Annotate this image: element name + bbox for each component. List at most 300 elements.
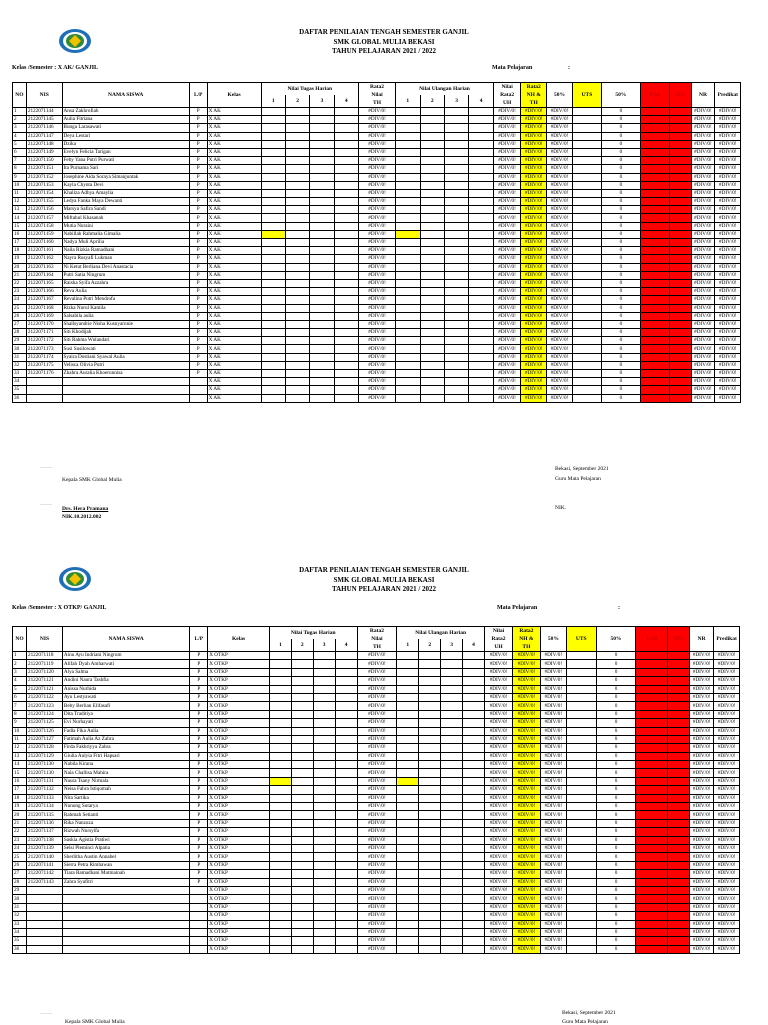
ulangan-score	[463, 660, 485, 668]
p50c-value	[668, 777, 690, 785]
p50b-value: 0	[602, 288, 641, 296]
row-lp: P	[189, 116, 207, 124]
row-nis: 2122071170	[26, 320, 62, 328]
tugas-score	[261, 239, 285, 247]
predikat-value: #DIV/0!	[715, 247, 741, 255]
uas-score	[636, 668, 668, 676]
table-row	[13, 677, 768, 685]
uas-score	[636, 735, 668, 743]
row-lp: P	[190, 828, 208, 836]
tugas-score	[335, 853, 357, 861]
rata-th-value: #DIV/0!	[357, 677, 397, 685]
tugas-score	[334, 378, 358, 386]
col-uas-header: UAS	[640, 83, 669, 108]
ulangan-score	[469, 157, 493, 165]
uts-score	[566, 719, 596, 727]
uts-score	[572, 361, 601, 369]
row-kelas: X AK	[207, 214, 261, 222]
uts-score	[566, 668, 596, 676]
row-nama: Kayla Chynta Devi	[62, 181, 189, 189]
col-nr-header: NR	[690, 627, 714, 652]
row-no: 5	[13, 685, 27, 693]
row-lp: P	[190, 811, 208, 819]
p50a-value: #DIV/0!	[540, 870, 566, 878]
row-no: 33	[13, 370, 27, 378]
uas-score	[636, 928, 668, 936]
nr-value: #DIV/0!	[691, 124, 715, 132]
row-kelas: X OTKP	[208, 677, 270, 685]
nr-value: #DIV/0!	[691, 263, 715, 271]
header-line: Rata2	[519, 628, 534, 634]
tugas-score	[291, 819, 313, 827]
predikat-value: #DIV/0!	[714, 769, 740, 777]
uas-score	[640, 132, 669, 140]
uts-score	[572, 247, 601, 255]
tugas-score	[334, 304, 358, 312]
rata-th-value: #DIV/0!	[357, 928, 397, 936]
rata-th-value: #DIV/0!	[358, 353, 395, 361]
p50b-value: 0	[602, 124, 641, 132]
ulangan-score	[463, 786, 485, 794]
tugas-score	[285, 181, 309, 189]
table-row	[13, 304, 768, 312]
nr-value: #DIV/0!	[691, 361, 715, 369]
kepala-nik: NIK.10.2012.002	[62, 514, 102, 520]
tugas-score	[285, 288, 309, 296]
ulangan-score	[420, 198, 444, 206]
row-no: 8	[13, 165, 27, 173]
uts-score	[566, 677, 596, 685]
tugas-score	[310, 189, 334, 197]
rata-th-value: #DIV/0!	[357, 660, 397, 668]
tugas-score	[310, 361, 334, 369]
row-kelas: X AK	[207, 279, 261, 287]
table-row	[13, 870, 768, 878]
rata-th-value: #DIV/0!	[358, 394, 395, 402]
nr-value: #DIV/0!	[691, 312, 715, 320]
tugas-score	[291, 794, 313, 802]
tugas-score	[261, 353, 285, 361]
tugas-score	[313, 878, 335, 886]
uts-score	[572, 312, 601, 320]
table-row	[13, 895, 768, 903]
row-no: 30	[13, 895, 27, 903]
tugas-score	[269, 811, 291, 819]
col-kelas-header: Kelas	[207, 83, 261, 108]
ulangan-score	[463, 903, 485, 911]
uas-score	[640, 353, 669, 361]
uas-score	[636, 844, 668, 852]
uas-score	[636, 769, 668, 777]
row-kelas: X AK	[207, 296, 261, 304]
tugas-score	[269, 828, 291, 836]
col-uts-header: UTS	[572, 83, 601, 108]
p50b-value: 0	[602, 206, 641, 214]
tugas-score	[269, 886, 291, 894]
rata-uh-value: #DIV/0!	[485, 836, 513, 844]
p50a-value: #DIV/0!	[547, 329, 573, 337]
p50a-value: #DIV/0!	[547, 181, 573, 189]
row-nis: 2122071123	[26, 702, 62, 710]
ulangan-score	[396, 361, 420, 369]
row-nis: 2122071157	[26, 214, 62, 222]
row-nis	[26, 386, 62, 394]
rata-uh-value: #DIV/0!	[493, 353, 521, 361]
nr-value: #DIV/0!	[691, 214, 715, 222]
uas-score	[636, 853, 668, 861]
ulangan-score	[419, 744, 441, 752]
p50a-value: #DIV/0!	[540, 895, 566, 903]
tugas-score	[310, 132, 334, 140]
tugas-score	[335, 945, 357, 953]
tugas-score	[335, 677, 357, 685]
divider-mark: ———	[40, 464, 52, 469]
title-line-1: DAFTAR PENILAIAN TENGAH SEMESTER GANJIL	[299, 566, 469, 574]
p50b-value: 0	[602, 304, 641, 312]
tugas-score	[334, 247, 358, 255]
ulangan-score	[396, 353, 420, 361]
row-no: 32	[13, 912, 27, 920]
ulangan-score	[419, 719, 441, 727]
uas-score	[640, 173, 669, 181]
rata-uh-value: #DIV/0!	[485, 844, 513, 852]
row-nama	[62, 928, 189, 936]
row-nama: Deya Lestari	[62, 132, 189, 140]
p50a-value: #DIV/0!	[540, 752, 566, 760]
p50c-value	[669, 361, 691, 369]
row-no: 28	[13, 878, 27, 886]
ulangan-score	[420, 386, 444, 394]
tugas-score	[285, 361, 309, 369]
rata-nh-value: #DIV/0!	[521, 214, 547, 222]
table-row	[13, 878, 768, 886]
row-nis: 2122071146	[26, 124, 62, 132]
row-lp	[190, 903, 208, 911]
row-lp: P	[189, 345, 207, 353]
p50b-value: 0	[596, 928, 636, 936]
row-lp: P	[189, 132, 207, 140]
tugas-score	[269, 803, 291, 811]
tugas-score	[285, 370, 309, 378]
ulangan-score	[441, 853, 463, 861]
p50a-value: #DIV/0!	[540, 652, 566, 660]
rata-th-value: #DIV/0!	[358, 271, 395, 279]
ulangan-score	[469, 337, 493, 345]
p50b-value: 0	[602, 345, 641, 353]
tugas-score	[291, 828, 313, 836]
rata-th-value: #DIV/0!	[358, 288, 395, 296]
uts-score	[572, 386, 601, 394]
ulangan-score	[469, 345, 493, 353]
rata-uh-value: #DIV/0!	[485, 794, 513, 802]
rata-uh-value: #DIV/0!	[493, 345, 521, 353]
p50b-value: 0	[602, 279, 641, 287]
row-no: 24	[13, 844, 27, 852]
row-kelas: X OTKP	[208, 735, 270, 743]
tugas-num-header: 1	[261, 95, 285, 108]
tugas-score	[335, 761, 357, 769]
ulangan-score	[441, 928, 463, 936]
p50c-value	[668, 652, 690, 660]
ulangan-score	[444, 181, 468, 189]
ulangan-score	[397, 668, 419, 676]
rata-nh-value: #DIV/0!	[521, 312, 547, 320]
p50a-value: #DIV/0!	[540, 660, 566, 668]
tugas-score	[334, 140, 358, 148]
p50b-value: 0	[602, 337, 641, 345]
rata-uh-value: #DIV/0!	[493, 124, 521, 132]
ulangan-score	[463, 677, 485, 685]
row-nama: Reva Aulia	[62, 288, 189, 296]
tugas-score	[310, 116, 334, 124]
predikat-value: #DIV/0!	[714, 811, 740, 819]
row-kelas: X OTKP	[208, 886, 270, 894]
title-line-1: DAFTAR PENILAIAN TENGAH SEMESTER GANJIL	[299, 28, 469, 36]
ulangan-score	[444, 296, 468, 304]
ulangan-score	[441, 937, 463, 945]
tugas-score	[335, 769, 357, 777]
p50a-value: #DIV/0!	[540, 903, 566, 911]
tugas-score	[313, 702, 335, 710]
tugas-score	[291, 811, 313, 819]
tugas-score	[310, 173, 334, 181]
p50b-value: 0	[596, 920, 636, 928]
tugas-score	[313, 677, 335, 685]
tugas-score	[335, 660, 357, 668]
p50a-value: #DIV/0!	[547, 386, 573, 394]
tugas-score	[334, 181, 358, 189]
kepala-name: Drs. Hera Pramana	[62, 506, 109, 512]
row-nama: Marsya Safira Sandi	[62, 206, 189, 214]
ulangan-score	[444, 157, 468, 165]
row-nis: 2122071176	[26, 370, 62, 378]
ulangan-score	[420, 173, 444, 181]
p50a-value: #DIV/0!	[547, 206, 573, 214]
ulangan-score	[396, 386, 420, 394]
uts-score	[572, 206, 601, 214]
ulangan-score	[397, 660, 419, 668]
ulangan-score	[419, 928, 441, 936]
ulangan-score	[441, 828, 463, 836]
row-lp: P	[189, 247, 207, 255]
row-lp	[190, 886, 208, 894]
table-row	[13, 288, 768, 296]
nr-value: #DIV/0!	[691, 148, 715, 156]
rata-nh-value: #DIV/0!	[512, 735, 540, 743]
row-nama: Dzika	[62, 140, 189, 148]
ulangan-score	[441, 761, 463, 769]
ulangan-score	[397, 861, 419, 869]
row-nama: Fadla Fika Aulia	[62, 727, 189, 735]
nr-value: #DIV/0!	[690, 870, 714, 878]
uts-score	[572, 173, 601, 181]
p50b-value: 0	[596, 702, 636, 710]
row-nama	[62, 912, 189, 920]
row-no: 17	[13, 239, 27, 247]
rata-nh-value: #DIV/0!	[521, 394, 547, 402]
tugas-score	[285, 271, 309, 279]
row-nis: 2122071151	[26, 165, 62, 173]
table-row	[13, 928, 768, 936]
nr-value: #DIV/0!	[691, 230, 715, 238]
ulangan-score	[444, 255, 468, 263]
ulangan-score	[420, 320, 444, 328]
p50c-value	[669, 222, 691, 230]
ulangan-score	[441, 895, 463, 903]
tugas-score	[313, 685, 335, 693]
p50c-value	[669, 370, 691, 378]
row-no: 7	[13, 702, 27, 710]
ulangan-score	[441, 912, 463, 920]
row-nama: Ainu Ayu Indriani Ningrum	[62, 652, 189, 660]
rata-uh-value: #DIV/0!	[493, 304, 521, 312]
row-lp: P	[190, 652, 208, 660]
row-kelas: X OTKP	[208, 702, 270, 710]
table-row	[13, 198, 768, 206]
uas-score	[636, 710, 668, 718]
ulangan-score	[441, 886, 463, 894]
uts-score	[572, 263, 601, 271]
ulangan-score	[419, 702, 441, 710]
tugas-score	[291, 668, 313, 676]
p50b-value: 0	[596, 803, 636, 811]
row-lp: P	[189, 239, 207, 247]
row-nama: Nadya Muli Aprilia	[62, 239, 189, 247]
row-no: 27	[13, 870, 27, 878]
table-row	[13, 945, 768, 953]
row-kelas: X OTKP	[208, 828, 270, 836]
p50b-value: 0	[596, 660, 636, 668]
uts-score	[566, 853, 596, 861]
p50a-value: #DIV/0!	[547, 370, 573, 378]
p50c-value	[669, 206, 691, 214]
row-kelas: X OTKP	[208, 744, 270, 752]
row-nama: Velisca Olivia Putri	[62, 361, 189, 369]
p50b-value: 0	[602, 296, 641, 304]
uts-score	[572, 198, 601, 206]
p50c-value	[668, 853, 690, 861]
predikat-value: #DIV/0!	[714, 777, 740, 785]
ulangan-score	[463, 853, 485, 861]
uts-score	[566, 660, 596, 668]
ulangan-score	[397, 677, 419, 685]
p50b-value: 0	[596, 794, 636, 802]
predikat-value: #DIV/0!	[715, 230, 741, 238]
ulangan-score	[397, 878, 419, 886]
p50a-value: #DIV/0!	[540, 920, 566, 928]
nr-value: #DIV/0!	[691, 116, 715, 124]
tugas-score	[261, 345, 285, 353]
row-nis: 2122071158	[26, 222, 62, 230]
rata-nh-value: #DIV/0!	[512, 777, 540, 785]
tugas-score	[261, 214, 285, 222]
tugas-score	[335, 878, 357, 886]
rata-uh-value: #DIV/0!	[485, 870, 513, 878]
nr-value: #DIV/0!	[690, 886, 714, 894]
row-no: 21	[13, 271, 27, 279]
ulangan-score	[469, 239, 493, 247]
tugas-score	[291, 920, 313, 928]
p50b-value: 0	[602, 230, 641, 238]
uts-score	[572, 288, 601, 296]
row-no: 25	[13, 853, 27, 861]
ulangan-score	[419, 761, 441, 769]
uts-score	[566, 886, 596, 894]
p50c-value	[668, 819, 690, 827]
tugas-score	[285, 247, 309, 255]
row-kelas: X AK	[207, 320, 261, 328]
tugas-score	[310, 263, 334, 271]
nr-value: #DIV/0!	[691, 288, 715, 296]
row-no: 21	[13, 819, 27, 827]
rata-nh-value: #DIV/0!	[512, 828, 540, 836]
tugas-score	[335, 819, 357, 827]
uts-score	[566, 685, 596, 693]
row-no: 12	[13, 744, 27, 752]
rata-th-value: #DIV/0!	[358, 198, 395, 206]
p50b-value: 0	[596, 937, 636, 945]
row-nis	[26, 945, 62, 953]
tugas-score	[269, 677, 291, 685]
ulangan-score	[419, 836, 441, 844]
uts-score	[572, 132, 601, 140]
nr-value: #DIV/0!	[691, 189, 715, 197]
ulangan-score	[444, 279, 468, 287]
uts-score	[572, 124, 601, 132]
table-row	[13, 394, 768, 402]
ulangan-score	[396, 198, 420, 206]
tugas-score	[269, 870, 291, 878]
row-nis: 2122071165	[26, 279, 62, 287]
nr-value: #DIV/0!	[690, 819, 714, 827]
ulangan-score	[397, 886, 419, 894]
row-no: 34	[13, 378, 27, 386]
rata-uh-value: #DIV/0!	[493, 337, 521, 345]
tugas-score	[334, 132, 358, 140]
p50c-value	[669, 386, 691, 394]
uas-score	[640, 288, 669, 296]
predikat-value: #DIV/0!	[714, 895, 740, 903]
p50b-value: 0	[602, 320, 641, 328]
row-no: 35	[13, 386, 27, 394]
tugas-score	[335, 895, 357, 903]
col-no-header: NO	[13, 83, 27, 108]
row-nis: 2122071164	[26, 271, 62, 279]
tugas-score	[269, 819, 291, 827]
ulangan-score	[396, 116, 420, 124]
row-lp: P	[189, 337, 207, 345]
row-lp: P	[190, 794, 208, 802]
rata-nh-value: #DIV/0!	[521, 329, 547, 337]
uas-score	[640, 108, 669, 116]
nr-value: #DIV/0!	[690, 719, 714, 727]
p50c-value	[669, 173, 691, 181]
tugas-score	[334, 370, 358, 378]
rata-uh-value: #DIV/0!	[485, 693, 513, 701]
ulangan-score	[463, 912, 485, 920]
p50b-value: 0	[602, 394, 641, 402]
uts-score	[566, 945, 596, 953]
row-nis: 2122071166	[26, 288, 62, 296]
row-no: 20	[13, 811, 27, 819]
ulangan-score	[444, 124, 468, 132]
row-nama	[62, 945, 189, 953]
tugas-score	[285, 312, 309, 320]
tugas-score	[291, 870, 313, 878]
ulangan-score	[420, 263, 444, 271]
rata-uh-value: #DIV/0!	[485, 928, 513, 936]
uts-score	[572, 271, 601, 279]
